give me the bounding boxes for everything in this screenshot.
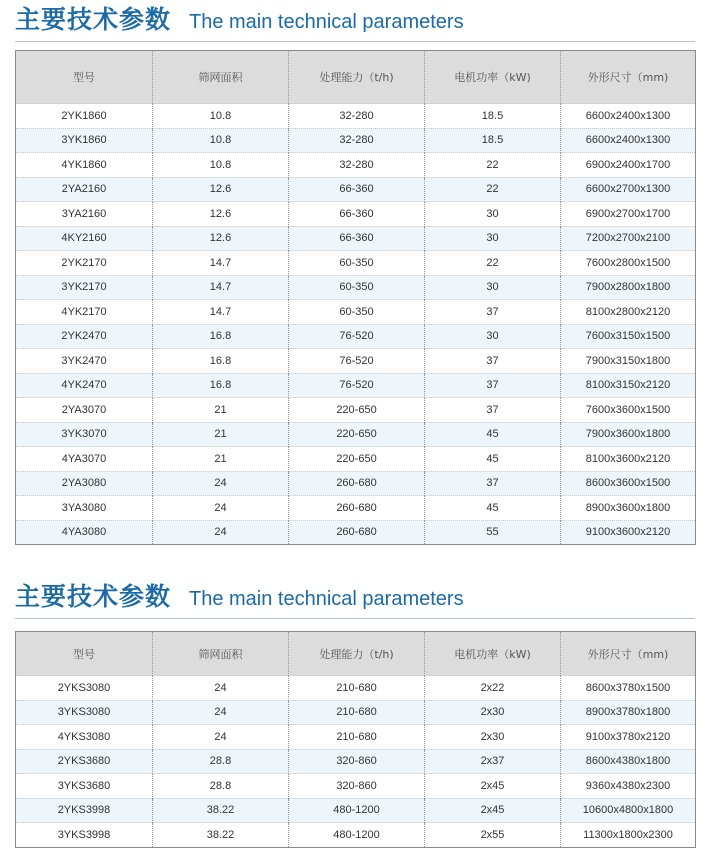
table-cell: 320-860 (289, 749, 425, 774)
column-header: 筛网面积 (153, 51, 289, 104)
table-cell: 76-520 (289, 324, 425, 349)
table-cell: 60-350 (289, 251, 425, 276)
table-cell: 21 (153, 398, 289, 423)
table-cell: 3YK1860 (16, 128, 153, 153)
table-cell: 10.8 (153, 153, 289, 178)
table-cell: 10.8 (153, 128, 289, 153)
table-cell: 10600x4800x1800 (561, 798, 696, 823)
table-cell: 6600x2400x1300 (561, 128, 696, 153)
column-header: 电机功率（kW) (425, 632, 561, 676)
table-row (16, 398, 696, 423)
table-row (16, 725, 696, 750)
table-cell: 2YA3070 (16, 398, 153, 423)
column-header: 处理能力（t/h) (289, 632, 425, 676)
table-row (16, 128, 696, 153)
table-cell: 24 (153, 676, 289, 701)
table-cell: 2YA3080 (16, 471, 153, 496)
table-cell: 3YK3070 (16, 422, 153, 447)
table-cell: 220-650 (289, 422, 425, 447)
table-cell: 260-680 (289, 520, 425, 545)
table-cell: 7900x2800x1800 (561, 275, 696, 300)
table-cell: 32-280 (289, 128, 425, 153)
table-cell: 60-350 (289, 275, 425, 300)
table-cell: 2x55 (425, 823, 561, 848)
table-cell: 37 (425, 471, 561, 496)
section-title-cn: 主要技术参数 (15, 5, 172, 34)
table-cell: 6600x2400x1300 (561, 104, 696, 129)
table-cell: 8100x2800x2120 (561, 300, 696, 325)
table-cell: 60-350 (289, 300, 425, 325)
table-cell: 2YKS3998 (16, 798, 153, 823)
table-row (16, 471, 696, 496)
table-cell: 45 (425, 447, 561, 472)
table-cell: 2YK2470 (16, 324, 153, 349)
table-cell: 8100x3150x2120 (561, 373, 696, 398)
table-row (16, 496, 696, 521)
table-cell: 8600x3780x1500 (561, 676, 696, 701)
section-title-en: The main technical parameters (189, 588, 464, 610)
table-row (16, 447, 696, 472)
table-cell: 6900x2700x1700 (561, 202, 696, 227)
table-cell: 220-650 (289, 447, 425, 472)
table-cell: 38.22 (153, 823, 289, 848)
table-cell: 4KY2160 (16, 226, 153, 251)
section-title-en: The main technical parameters (189, 11, 464, 33)
table-cell: 3YK2170 (16, 275, 153, 300)
table-cell: 21 (153, 422, 289, 447)
table-cell: 6600x2700x1300 (561, 177, 696, 202)
table-cell: 2YKS3080 (16, 676, 153, 701)
table-row (16, 349, 696, 374)
table-cell: 14.7 (153, 275, 289, 300)
table-cell: 3YA2160 (16, 202, 153, 227)
table-cell: 24 (153, 496, 289, 521)
section-2 (15, 577, 695, 841)
table-cell: 37 (425, 373, 561, 398)
table-cell: 24 (153, 471, 289, 496)
table-cell: 7900x3600x1800 (561, 422, 696, 447)
table-cell: 66-360 (289, 226, 425, 251)
section-2-title (15, 577, 695, 619)
table-cell: 76-520 (289, 373, 425, 398)
table-cell: 12.6 (153, 177, 289, 202)
table-row (16, 300, 696, 325)
table-cell: 4YK2470 (16, 373, 153, 398)
table-row (16, 774, 696, 799)
parameters-table-2 (15, 631, 696, 848)
table-cell: 210-680 (289, 676, 425, 701)
table-cell: 28.8 (153, 749, 289, 774)
table-cell: 320-860 (289, 774, 425, 799)
table-cell: 2YK2170 (16, 251, 153, 276)
table-cell: 2YKS3680 (16, 749, 153, 774)
table-cell: 9100x3780x2120 (561, 725, 696, 750)
table-cell: 37 (425, 398, 561, 423)
table-cell: 22 (425, 153, 561, 178)
table-cell: 30 (425, 324, 561, 349)
table-cell: 210-680 (289, 725, 425, 750)
title-divider (15, 618, 695, 619)
table-header-row (16, 632, 696, 676)
table-cell: 2x30 (425, 725, 561, 750)
table-cell: 10.8 (153, 104, 289, 129)
table-row (16, 153, 696, 178)
table-cell: 7600x3150x1500 (561, 324, 696, 349)
table-cell: 14.7 (153, 251, 289, 276)
table-cell: 24 (153, 520, 289, 545)
table-cell: 30 (425, 202, 561, 227)
section-title-cn: 主要技术参数 (15, 582, 172, 611)
table-cell: 2x30 (425, 700, 561, 725)
table-cell: 2YA2160 (16, 177, 153, 202)
table-row (16, 251, 696, 276)
table-header-row (16, 51, 696, 104)
table-cell: 2x37 (425, 749, 561, 774)
column-header: 外形尺寸（mm) (561, 51, 696, 104)
table-row (16, 749, 696, 774)
table-cell: 12.6 (153, 202, 289, 227)
table-cell: 32-280 (289, 153, 425, 178)
table-cell: 16.8 (153, 349, 289, 374)
table-cell: 45 (425, 496, 561, 521)
section-1 (15, 0, 695, 539)
table-cell: 2x45 (425, 774, 561, 799)
table-cell: 9360x4380x2300 (561, 774, 696, 799)
table-cell: 4YA3070 (16, 447, 153, 472)
table-cell: 8900x3600x1800 (561, 496, 696, 521)
column-header: 型号 (16, 51, 153, 104)
table-row (16, 275, 696, 300)
title-divider (15, 41, 695, 42)
table-cell: 66-360 (289, 202, 425, 227)
table-cell: 8100x3600x2120 (561, 447, 696, 472)
table-row (16, 104, 696, 129)
table-cell: 16.8 (153, 324, 289, 349)
column-header: 筛网面积 (153, 632, 289, 676)
table-cell: 3YA3080 (16, 496, 153, 521)
table-cell: 260-680 (289, 471, 425, 496)
table-cell: 66-360 (289, 177, 425, 202)
table-cell: 18.5 (425, 104, 561, 129)
table-cell: 3YKS3998 (16, 823, 153, 848)
column-header: 处理能力（t/h) (289, 51, 425, 104)
section-1-title (15, 0, 695, 42)
table-cell: 14.7 (153, 300, 289, 325)
table-cell: 30 (425, 275, 561, 300)
table-cell: 8900x3780x1800 (561, 700, 696, 725)
table-cell: 2x45 (425, 798, 561, 823)
table-cell: 16.8 (153, 373, 289, 398)
table-cell: 24 (153, 700, 289, 725)
table-cell: 480-1200 (289, 823, 425, 848)
table-cell: 22 (425, 251, 561, 276)
table-cell: 3YK2470 (16, 349, 153, 374)
table-cell: 37 (425, 349, 561, 374)
table-cell: 7600x2800x1500 (561, 251, 696, 276)
table-cell: 7600x3600x1500 (561, 398, 696, 423)
table-cell: 28.8 (153, 774, 289, 799)
table-row (16, 422, 696, 447)
parameters-table-1 (15, 50, 696, 545)
table-cell: 21 (153, 447, 289, 472)
table-row (16, 823, 696, 848)
table-row (16, 373, 696, 398)
table-row (16, 324, 696, 349)
table-cell: 22 (425, 177, 561, 202)
table-cell: 9100x3600x2120 (561, 520, 696, 545)
table-row (16, 700, 696, 725)
column-header: 外形尺寸（mm) (561, 632, 696, 676)
table-row (16, 177, 696, 202)
table-row (16, 202, 696, 227)
table-cell: 2YK1860 (16, 104, 153, 129)
table-cell: 4YK2170 (16, 300, 153, 325)
table-cell: 3YKS3680 (16, 774, 153, 799)
table-cell: 4YK1860 (16, 153, 153, 178)
table-cell: 24 (153, 725, 289, 750)
table-cell: 210-680 (289, 700, 425, 725)
table-cell: 480-1200 (289, 798, 425, 823)
table-cell: 45 (425, 422, 561, 447)
table-cell: 4YA3080 (16, 520, 153, 545)
table-cell: 3YKS3080 (16, 700, 153, 725)
table-cell: 76-520 (289, 349, 425, 374)
table-cell: 260-680 (289, 496, 425, 521)
table-cell: 55 (425, 520, 561, 545)
table-cell: 30 (425, 226, 561, 251)
table-cell: 7900x3150x1800 (561, 349, 696, 374)
table-row (16, 798, 696, 823)
table-cell: 11300x1800x2300 (561, 823, 696, 848)
table-cell: 37 (425, 300, 561, 325)
table-cell: 12.6 (153, 226, 289, 251)
column-header: 电机功率（kW) (425, 51, 561, 104)
column-header: 型号 (16, 632, 153, 676)
table-cell: 32-280 (289, 104, 425, 129)
table-row (16, 226, 696, 251)
table-cell: 6900x2400x1700 (561, 153, 696, 178)
table-cell: 2x22 (425, 676, 561, 701)
table-cell: 18.5 (425, 128, 561, 153)
table-row (16, 676, 696, 701)
table-cell: 8600x4380x1800 (561, 749, 696, 774)
table-cell: 220-650 (289, 398, 425, 423)
table-row (16, 520, 696, 545)
table-cell: 4YKS3080 (16, 725, 153, 750)
table-cell: 8600x3600x1500 (561, 471, 696, 496)
table-cell: 7200x2700x2100 (561, 226, 696, 251)
table-cell: 38.22 (153, 798, 289, 823)
